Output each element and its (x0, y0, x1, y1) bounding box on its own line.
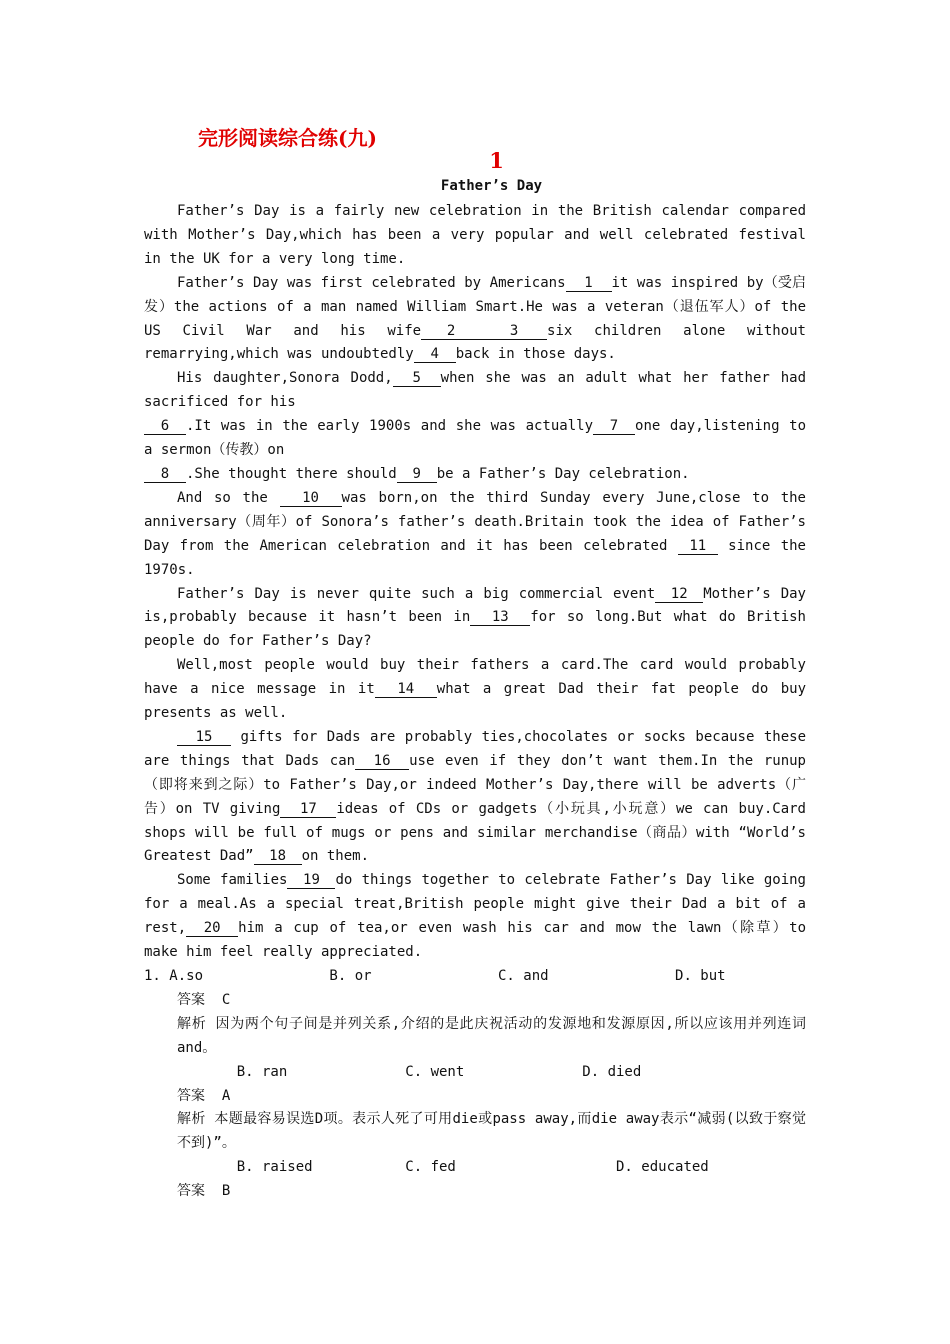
blank-6: 6 (144, 418, 186, 435)
blank-10: 10 (280, 490, 342, 507)
answer: 答案 A (177, 1087, 231, 1104)
analysis: 解析 本题最容易误选D项。表示人死了可用die或pass away,而die away表示“减弱(以致于察觉不到)”。 (177, 1111, 806, 1152)
answer: 答案 B (177, 1183, 231, 1200)
paragraph: Some families 19 do things together to celebrate Father’s Day like going for a meal.As a special treat,British people might give their Dad a bit of a rest, 20 him a cup of tea,or even wash his car and mow the lawn（除草）to make him feel really appreciated. (144, 872, 806, 961)
blank-18: 18 (254, 848, 302, 865)
blank-14: 14 (375, 681, 437, 698)
analysis: 解析 因为两个句子间是并列关系,介绍的是此庆祝活动的发源地和发源原因,所以应该用并列连词and。 (177, 1015, 806, 1056)
passage-body (144, 200, 806, 1204)
question-options: B. ran C. went D. died (144, 1063, 642, 1080)
blank-20: 20 (186, 920, 238, 937)
paragraph: 15 gifts for Dads are probably ties,chocolates or socks because these are things that Dads can 16 use even if they don’t want them.In the runup（即将来到之际）to Father’s Day,or indeed Mother’s Day,there will be adverts（广告）on TV giving 17 ideas of CDs or gadgets（小玩具,小玩意）we can buy.Card shops will be full of mugs or pens and similar merchandise（商品）with “World’s Greatest Dad” 18 on them. (144, 728, 807, 865)
blank-12: 12 (655, 586, 703, 603)
paragraph: 8 .She thought there should 9 be a Father’s Day celebration. (144, 463, 806, 487)
blank-13: 13 (470, 609, 530, 626)
blank-4: 4 (414, 346, 456, 363)
worksheet-title: 完形阅读综合练(九) (198, 126, 377, 150)
blank-15: 15 (177, 729, 231, 746)
paragraph: And so the 10 was born,on the third Sunday every June,close to the anniversary（周年）of Sonora’s father’s death.Britain took the idea of Father’s Day from the American celebration and it has been celebrated 11 since the 1970s. (144, 489, 806, 578)
blank-7: 7 (593, 418, 635, 435)
blank-9: 9 (397, 466, 437, 483)
blank-17: 17 (280, 801, 336, 818)
paragraph: Father’s Day is a fairly new celebration in the British calendar compared with Mother’s Day,which has been a very popular and well celebrated festival in the UK for a very long time. (144, 203, 806, 267)
blank-19: 19 (287, 872, 335, 889)
blank-11: 11 (678, 538, 718, 555)
blank-16: 16 (355, 753, 409, 770)
passage-title: Father’s Day (440, 178, 543, 194)
paragraph: Well,most people would buy their fathers a card.The card would probably have a nice message in it 14 what a great Dad their fat people do buy presents as well. (144, 657, 807, 722)
paragraph: Father’s Day was first celebrated by Americans 1 it was inspired by（受启发）the actions of a man named William Smart.He was a veteran（退伍军人）of the US Civil War and his wife 2 3 six children alone without remarrying,which was undoubtedly 4 back in those days. (144, 274, 806, 363)
blank-3: 3 (481, 323, 547, 340)
blank-2: 2 (421, 323, 481, 340)
question-options: 1. A.so B. or C. and D. but (144, 968, 726, 984)
section-number: 1 (489, 148, 504, 173)
answer: 答案 C (177, 991, 231, 1008)
paragraph: Father’s Day is never quite such a big commercial event 12 Mother’s Day is,probably because it hasn’t been in 13 for so long.But what do British people do for Father’s Day? (144, 585, 806, 650)
blank-1: 1 (566, 275, 612, 292)
question-options: B. raised C. fed D. educated (144, 1159, 709, 1176)
paragraph: 6 .It was in the early 1900s and she was actually 7 one day,listening to a sermon（传教）on (144, 418, 807, 459)
blank-5: 5 (393, 370, 441, 387)
blank-8: 8 (144, 466, 186, 483)
paragraph: His daughter,Sonora Dodd, 5 when she was an adult what her father had sacrificed for his (144, 370, 807, 411)
